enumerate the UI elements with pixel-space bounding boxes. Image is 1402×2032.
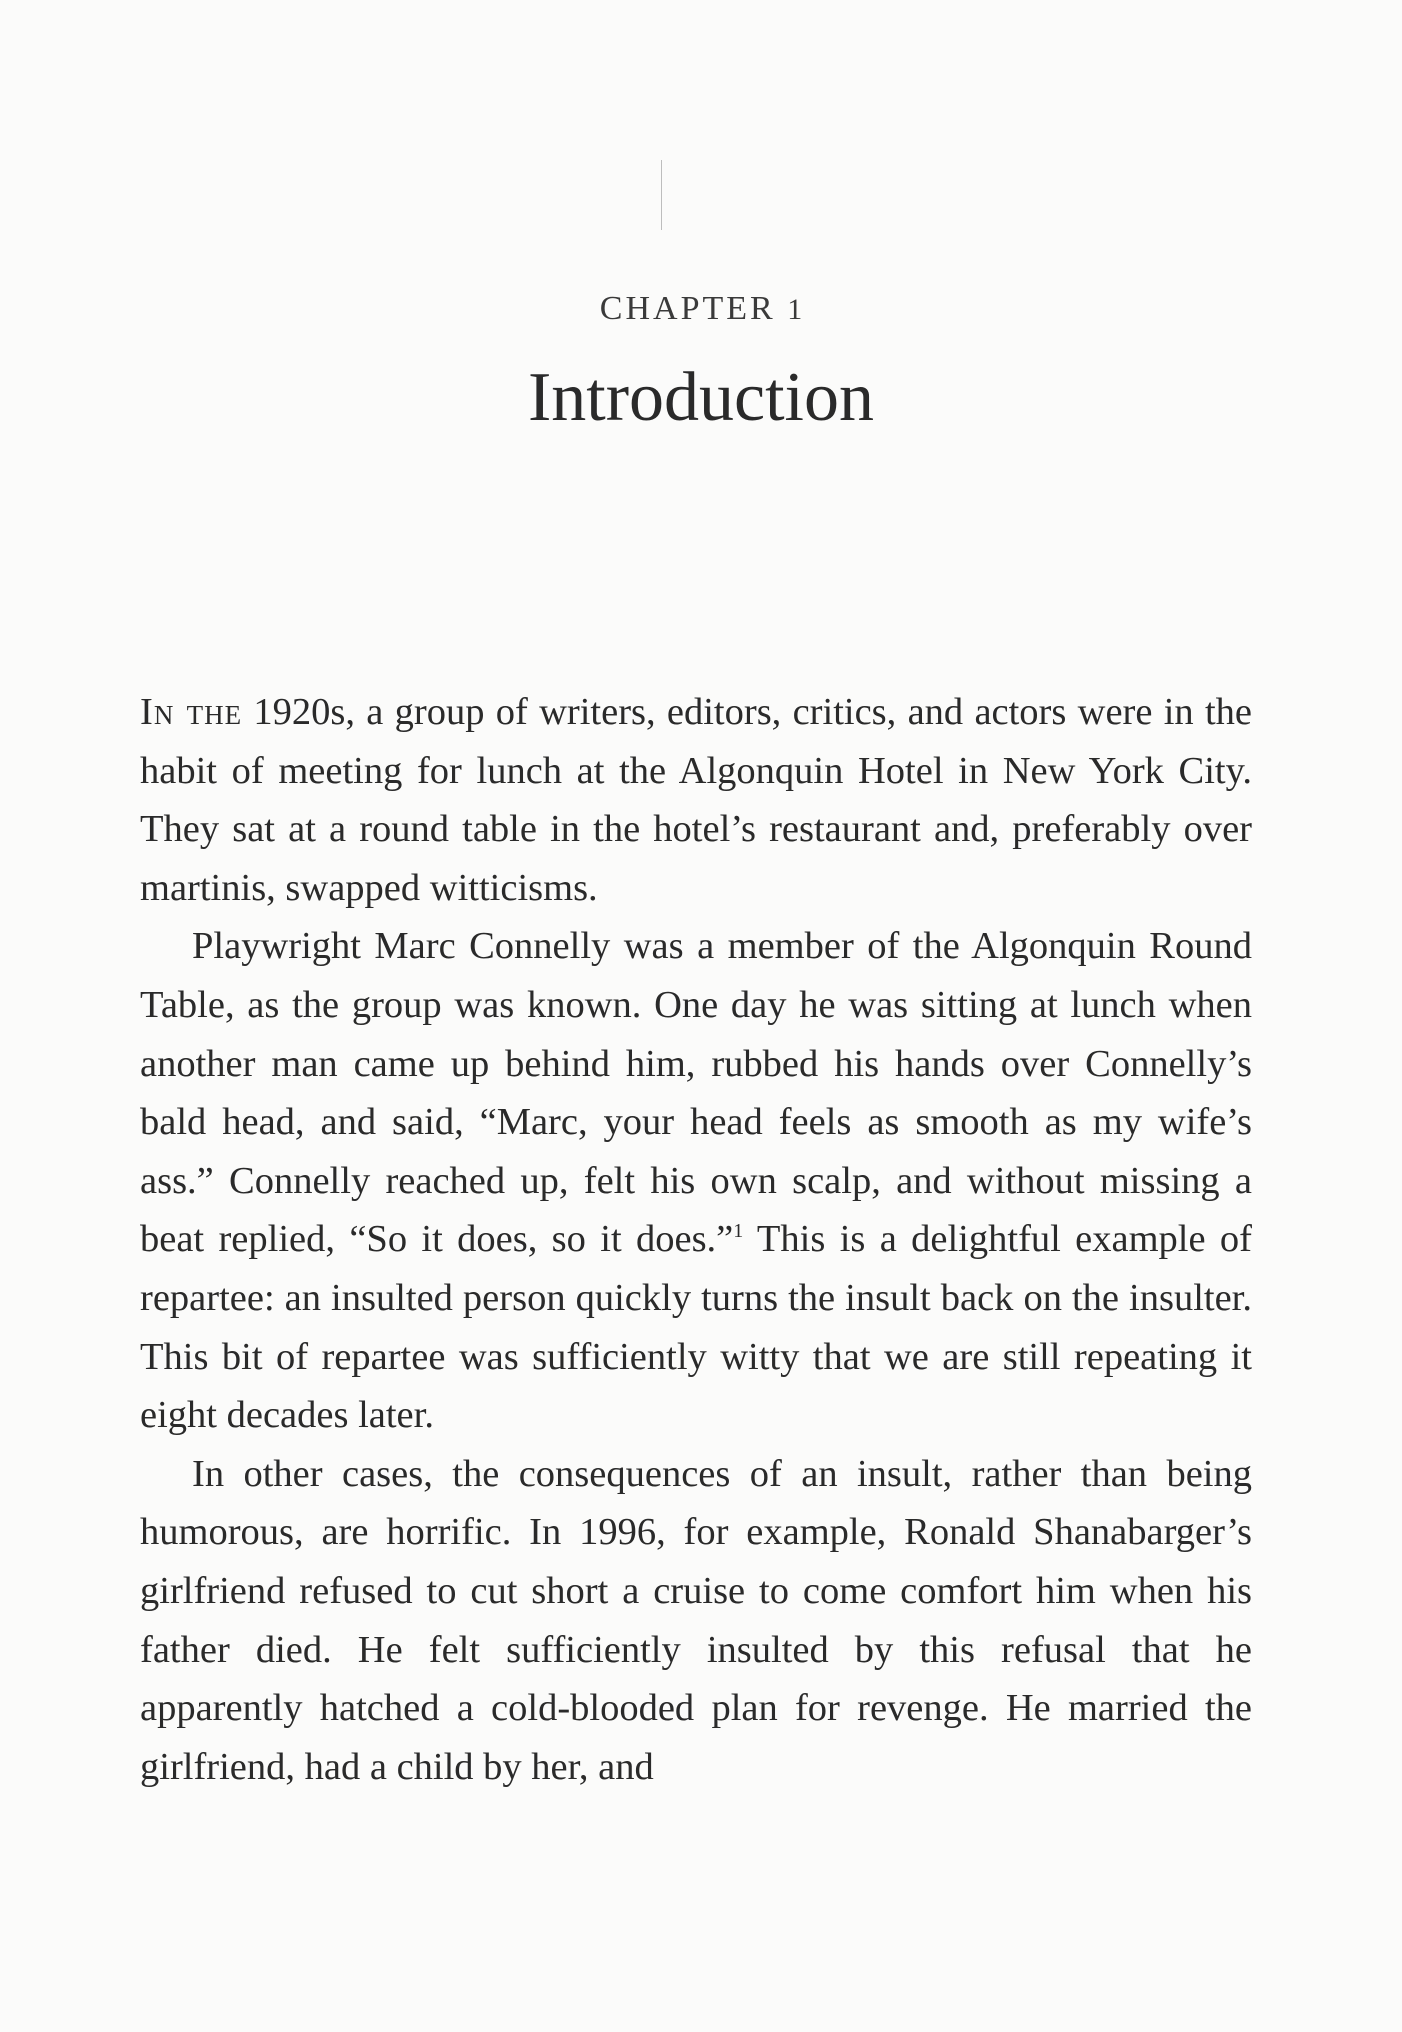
body-text [140, 683, 1252, 1796]
paragraph-3-text: In other cases, the consequences of an insult, rather than being humorous, are horrific. In 1996, for example, Ronald Shanabarger’s girlfriend refused to cut short a cruise to come comfort him when his father died. He felt sufficiently insulted by this refusal that he apparently hatched a cold-blooded plan for revenge. He married the girlfriend, had a child by her, and [140, 1452, 1252, 1788]
paragraph-3 [140, 1445, 1252, 1797]
paragraph-1 [140, 683, 1252, 917]
chapter-label-text: CHAPTER [599, 290, 776, 327]
footnote-marker: 1 [733, 1220, 744, 1243]
chapter-title: Introduction [527, 359, 875, 436]
chapter-label [0, 290, 1402, 328]
paragraph-2-text-before-note: Playwright Marc Connelly was a member of the Algonquin Round Table, as the group was known. One day he was sitting at lunch when another man came up behind him, rubbed his hands over Connelly’s bald head, and said, “Marc, your head feels as smooth as my wife’s ass.” Connelly reached up, felt his own scalp, and without missing a beat replied, “So it does, so it does.” [140, 925, 1252, 1261]
paragraph-lead-in: In the [140, 691, 243, 733]
scan-artifact [661, 160, 662, 230]
chapter-number: 1 [787, 293, 803, 326]
paragraph-1-text: 1920s, a group of writers, editors, critics, and actors were in the habit of meeting for lunch at the Algonquin Hotel in New York City. They sat at a round table in the hotel’s restaurant and, preferably over martinis, swapped witticisms. [140, 691, 1252, 909]
paragraph-2 [140, 917, 1252, 1444]
paragraph-2-text-after-note: This is a delightful example of repartee: an insulted person quickly turns the insult back on the insulter. This bit of repartee was sufficiently witty that we are still repeating it eight decades later. [140, 1218, 1252, 1437]
